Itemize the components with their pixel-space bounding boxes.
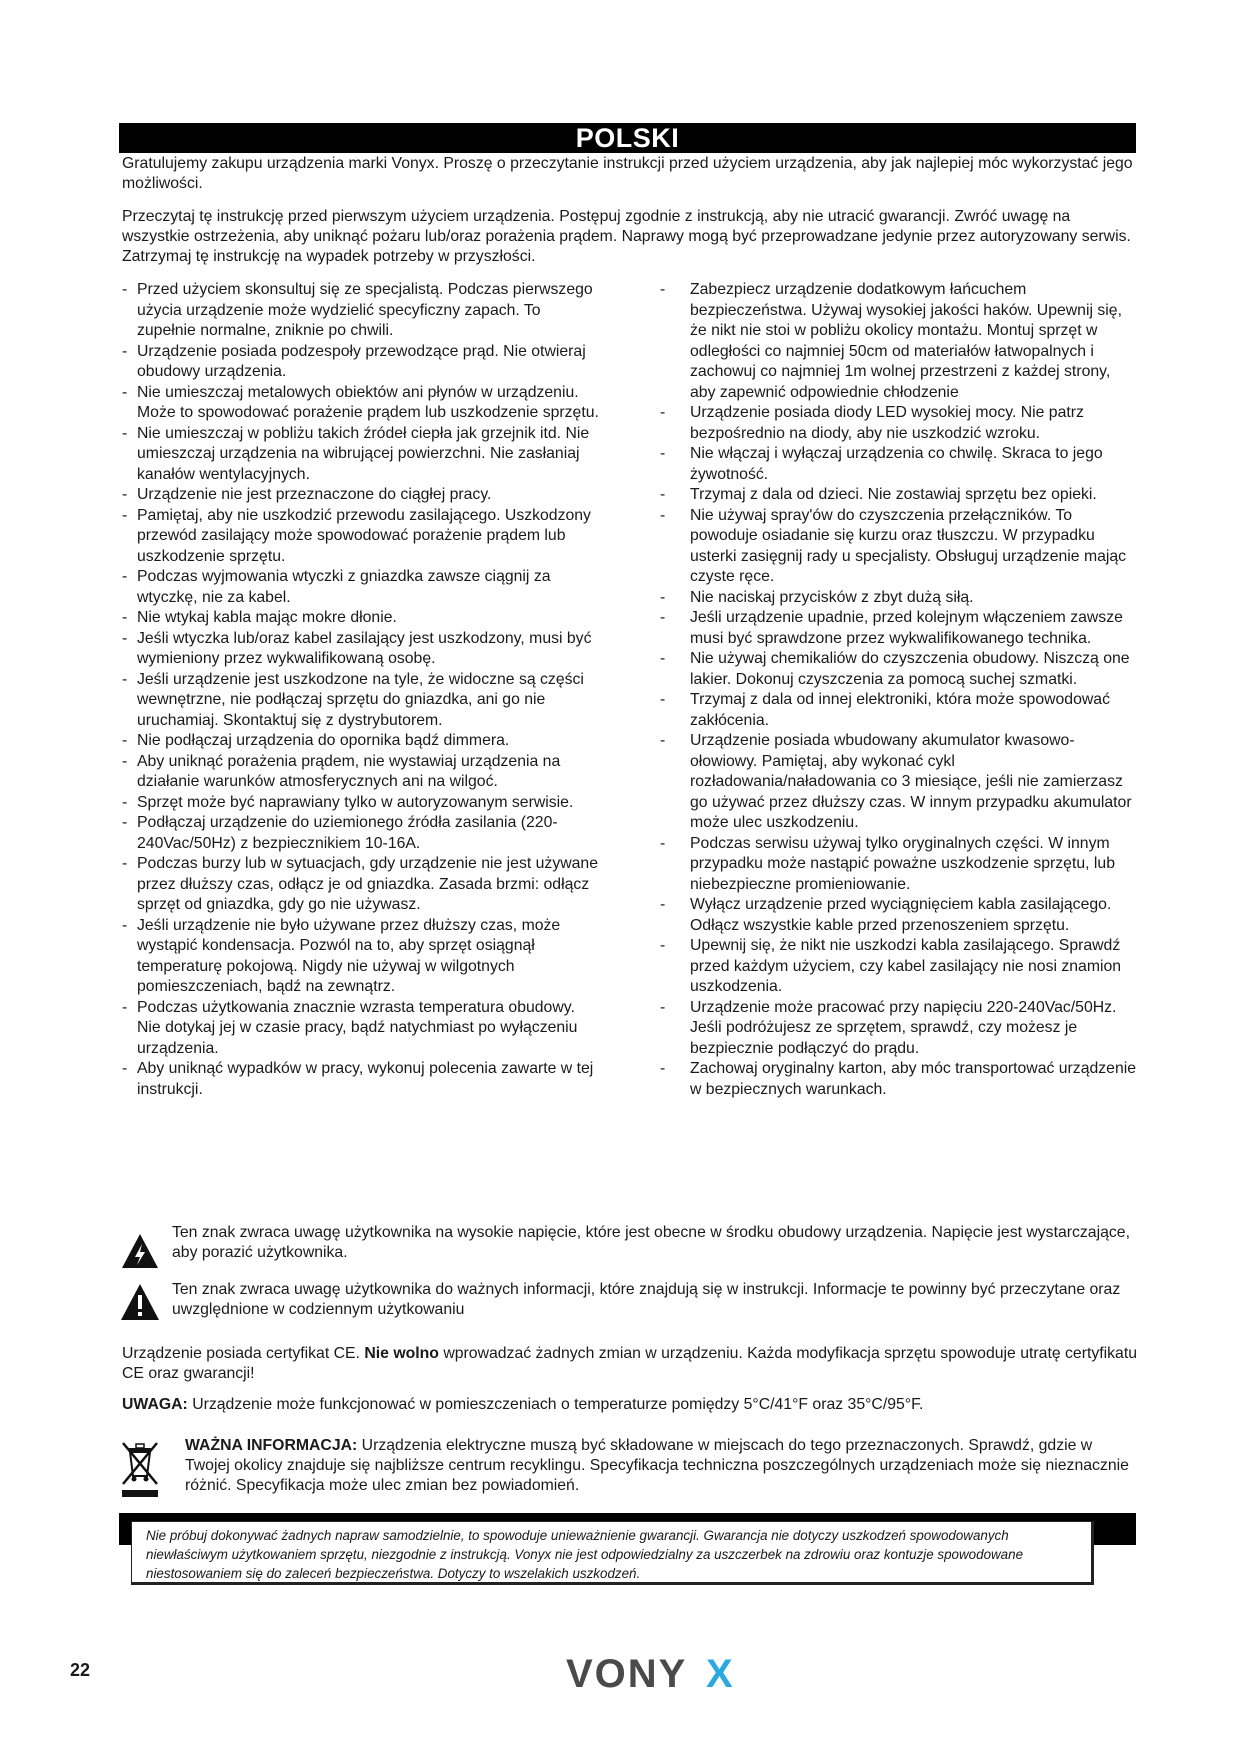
- crossed-bin-icon: [120, 1440, 160, 1498]
- list-item: - Urządzenie posiada diody LED wysokiej mocy. Nie patrz bezpośrednio na diody, aby nie uszkodzić wzroku.: [660, 403, 1138, 444]
- list-item: - Podczas użytkowania znacznie wzrasta temperatura obudowy. Nie dotykaj jej w czasie pracy, bądź natychmiast po wyłączeniu urządzenia.: [122, 998, 600, 1060]
- logo-main-text: VONY: [566, 1652, 688, 1694]
- list-item: - Nie umieszczaj w pobliżu takich źródeł ciepła jak grzejnik itd. Nie umieszczaj urządzenia na wibrującej powierzchni. Nie zasłaniaj kanałów wentylacyjnych.: [122, 424, 600, 486]
- section-title: POLSKI: [119, 123, 1136, 153]
- temperature-notice-text: Urządzenie może funkcjonować w pomieszczeniach o temperaturze pomiędzy 5°C/41°F oraz 35°C/95°F.: [187, 1396, 924, 1413]
- high-voltage-warning-icon: [120, 1231, 160, 1271]
- vonyx-logo: [566, 1650, 742, 1694]
- list-item: - Zachowaj oryginalny karton, aby móc transportować urządzenie w bezpiecznych warunkach.: [660, 1059, 1138, 1100]
- list-item: - Nie używaj spray'ów do czyszczenia przełączników. To powoduje osiadanie się kurzu oraz tłuszczu. W przypadku usterki zasięgnij rady u specjalisty. Obsługuj urządzenie mając czyste ręce.: [660, 506, 1138, 588]
- list-item: - Zabezpiecz urządzenie dodatkowym łańcuchem bezpieczeństwa. Używaj wysokiej jakości haków. Upewnij się, że nikt nie stoi w pobliżu okolicy montażu. Montuj sprzęt w odległości co najmniej 50cm od materiałów łatwopalnych i zachowuj co najmniej 1m wolnej przestrzeni z każdej strony, aby zapewnić odpowiednie chłodzenie: [660, 280, 1138, 403]
- list-item: - Nie wtykaj kabla mając mokre dłonie.: [122, 608, 600, 629]
- ce-notice-bold: Nie wolno: [364, 1345, 439, 1362]
- list-item: - Podczas serwisu używaj tylko oryginalnych części. W innym przypadku może nastąpić poważne uszkodzenie sprzętu, lub niebezpieczne promieniowanie.: [660, 834, 1138, 896]
- list-item: - Jeśli urządzenie jest uszkodzone na tyle, że widoczne są części wewnętrzne, nie podłączaj sprzętu do gniazdka, ani go nie uruchamiaj. Skontaktuj się z dystrybutorem.: [122, 670, 600, 732]
- disclaimer-box: Nie próbuj dokonywać żadnych napraw samodzielnie, to spowoduje unieważnienie gwarancji. Gwarancja nie dotyczy uszkodzeń spowodowanych niewłaściwym użytkowaniem sprzętu, niezgodnie z instrukcją. Vonyx nie jest odpowiedzialny za uszczerbek na zdrowiu oraz kontuzje spowodowane niestosowaniem się do zaleceń bezpieczeństwa. Dotyczy to wszelakich uszkodzeń.: [131, 1521, 1094, 1585]
- weee-notice-label: WAŻNA INFORMACJA:: [185, 1437, 358, 1454]
- list-item: - Nie włączaj i wyłączaj urządzenia co chwilę. Skraca to jego żywotność.: [660, 444, 1138, 485]
- ce-notice-text-end: wprowadzać żadnych zmian w urządzeniu. Każda modyfikacja sprzętu spowoduje utratę certyfikatu CE oraz gwarancji!: [122, 1345, 1137, 1382]
- exclamation-warning-icon: [120, 1282, 160, 1322]
- logo-accent-text: X: [706, 1652, 733, 1694]
- list-item: - Urządzenie nie jest przeznaczone do ciągłej pracy.: [122, 485, 600, 506]
- ce-notice: [122, 1344, 1137, 1384]
- temperature-notice: [122, 1395, 1137, 1415]
- weee-notice-body: Urządzenia elektryczne muszą być składowane w miejscach do tego przeznaczonych. Sprawdź, gdzie w Twojej okolicy znajduje się najbliższe centrum recyklingu. Specyfikacja techniczna poszczególnych urządzeniach może się nieznacznie różnić. Specyfikacja może ulec zmian bez powiadomień.: [185, 1437, 1129, 1494]
- list-item: - Upewnij się, że nikt nie uszkodzi kabla zasilającego. Sprawdź przed każdym użyciem, czy kabel zasilający nie nosi znamion uszkodzenia.: [660, 936, 1138, 998]
- list-item: - Jeśli wtyczka lub/oraz kabel zasilający jest uszkodzony, musi być wymieniony przez wykwalifikowaną osobę.: [122, 629, 600, 670]
- list-item: - Sprzęt może być naprawiany tylko w autoryzowanym serwisie.: [122, 793, 600, 814]
- page-number: 22: [70, 1660, 91, 1680]
- list-item: - Przed użyciem skonsultuj się ze specjalistą. Podczas pierwszego użycia urządzenie może wydzielić specyficzny zapach. To zupełnie normalne, zniknie po chwili.: [122, 280, 600, 342]
- list-item: - Pamiętaj, aby nie uszkodzić przewodu zasilającego. Uszkodzony przewód zasilający może spowodować porażenie prądem lub uszkodzenie sprzętu.: [122, 506, 600, 568]
- list-item: - Urządzenie posiada wbudowany akumulator kwasowo-ołowiowy. Pamiętaj, aby wykonać cykl rozładowania/naładowania co 3 miesiące, jeśli nie zamierzasz go używać przez dłuższy czas. W innym przypadku akumulator może ulec uszkodzeniu.: [660, 731, 1138, 834]
- list-item: - Podłączaj urządzenie do uziemionego źródła zasilania (220-240Vac/50Hz) z bezpiecznikiem 10-16A.: [122, 813, 600, 854]
- weee-notice-text: [185, 1436, 1135, 1496]
- list-item: - Aby uniknąć wypadków w pracy, wykonuj polecenia zawarte w tej instrukcji.: [122, 1059, 600, 1100]
- list-item: - Trzymaj z dala od dzieci. Nie zostawiaj sprzętu bez opieki.: [660, 485, 1138, 506]
- list-item: - Wyłącz urządzenie przed wyciągnięciem kabla zasilającego. Odłącz wszystkie kable przed przenoszeniem sprzętu.: [660, 895, 1138, 936]
- list-item: - Podczas wyjmowania wtyczki z gniazdka zawsze ciągnij za wtyczkę, nie za kabel.: [122, 567, 600, 608]
- temperature-notice-label: UWAGA:: [122, 1396, 188, 1413]
- list-item: - Jeśli urządzenie nie było używane przez dłuższy czas, może wystąpić kondensacja. Pozwól na to, aby sprzęt osiągnął temperaturę pokojową. Nigdy nie używaj w wilgotnych pomieszczeniach, bądź na zewnątrz.: [122, 916, 600, 998]
- list-item: - Nie naciskaj przycisków z zbyt dużą siłą.: [660, 588, 1138, 609]
- list-item: - Nie umieszczaj metalowych obiektów ani płynów w urządzeniu. Może to spowodować porażenie prądem lub uszkodzenie sprzętu.: [122, 383, 600, 424]
- safety-list-left: [122, 280, 600, 1100]
- list-item: - Nie używaj chemikaliów do czyszczenia obudowy. Niszczą one lakier. Dokonuj czyszczenia za pomocą suchej szmatki.: [660, 649, 1138, 690]
- info-warning-text: Ten znak zwraca uwagę użytkownika do ważnych informacji, które znajdują się w instrukcji. Informacje te powinny być przeczytane oraz uwzględnione w codziennym użytkowaniu: [172, 1281, 1121, 1318]
- list-item: - Podczas burzy lub w sytuacjach, gdy urządzenie nie jest używane przez dłuższy czas, odłącz je od gniazdka. Zasada brzmi: odłącz sprzęt od gniazdka, gdy go nie używasz.: [122, 854, 600, 916]
- voltage-warning-text: Ten znak zwraca uwagę użytkownika na wysokie napięcie, które jest obecne w środku obudowy urządzenia. Napięcie jest wystarczające, aby porazić użytkownika.: [172, 1224, 1130, 1261]
- list-item: - Jeśli urządzenie upadnie, przed kolejnym włączeniem zawsze musi być sprawdzone przez wykwalifikowanego technika.: [660, 608, 1138, 649]
- intro-paragraph-1: Gratulujemy zakupu urządzenia marki Vonyx. Proszę o przeczytanie instrukcji przed użyciem urządzenia, aby jak najlepiej móc wykorzystać jego możliwości.: [122, 155, 1133, 192]
- list-item: - Trzymaj z dala od innej elektroniki, która może spowodować zakłócenia.: [660, 690, 1138, 731]
- list-item: - Aby uniknąć porażenia prądem, nie wystawiaj urządzenia na działanie warunków atmosferycznych ani na wilgoć.: [122, 752, 600, 793]
- safety-list-right: [660, 280, 1138, 1100]
- ce-notice-text: Urządzenie posiada certyfikat CE.: [122, 1345, 365, 1362]
- list-item: - Nie podłączaj urządzenia do opornika bądź dimmera.: [122, 731, 600, 752]
- list-item: - Urządzenie może pracować przy napięciu 220-240Vac/50Hz. Jeśli podróżujesz ze sprzętem, sprawdź, czy możesz je bezpiecznie podłączyć do prądu.: [660, 998, 1138, 1060]
- intro-paragraph-2: Przeczytaj tę instrukcję przed pierwszym użyciem urządzenia. Postępuj zgodnie z instrukcją, aby nie utracić gwarancji. Zwróć uwagę na wszystkie ostrzeżenia, aby uniknąć pożaru lub/oraz porażenia prądem. Naprawy mogą być przeprowadzane jedynie przez autoryzowany serwis. Zatrzymaj tę instrukcję na wypadek potrzeby w przyszłości.: [122, 208, 1131, 265]
- list-item: - Urządzenie posiada podzespoły przewodzące prąd. Nie otwieraj obudowy urządzenia.: [122, 342, 600, 383]
